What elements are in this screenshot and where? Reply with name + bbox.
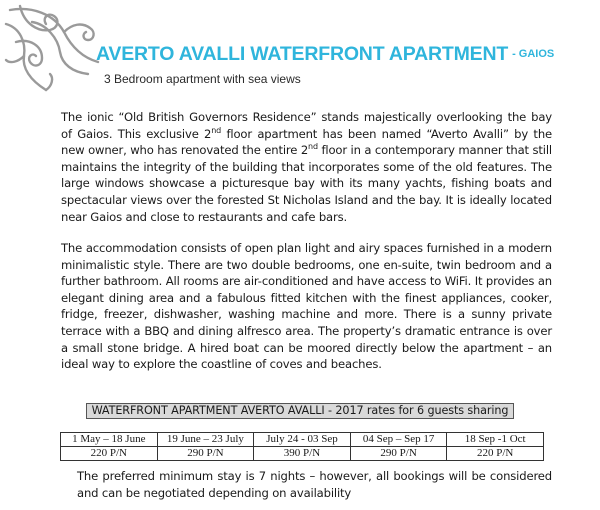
minimum-stay-note: The preferred minimum stay is 7 nights – however, all bookings will be considered and can be negotiated depending on availability — [77, 469, 552, 500]
period-cell: 04 Sep – Sep 17 — [350, 433, 447, 447]
description-paragraph-1 — [61, 109, 552, 225]
decorative-flourish-icon — [2, 2, 102, 94]
rates-table-caption: WATERFRONT APARTMENT AVERTO AVALLI - 2017 rates for 6 guests sharing — [86, 403, 514, 419]
ordinal-suffix: nd — [211, 125, 222, 135]
price-cell: 220 P/N — [61, 447, 158, 461]
price-cell: 290 P/N — [157, 447, 254, 461]
description-paragraph-2: The accommodation consists of open plan light and airy spaces furnished in a modern minimalistic style. There are two double bedrooms, one en-suite, twin bedroom and a further bathroom. All rooms are air-conditioned and have access to WiFi. It provides an elegant dining area and a fabulous fitted kitchen with the finest appliances, cooker, fridge, freezer, dishwasher, washing machine and more. There is a sunny private terrace with a BBQ and dining alfresco area. The property’s dramatic entrance is over a small stone bridge. A hired boat can be moored directly below the apartment – an ideal way to explore the coastline of coves and beaches. — [61, 241, 552, 372]
price-cell: 390 P/N — [254, 447, 351, 461]
apartment-name: AVERTO AVALLI WATERFRONT APARTMENT — [96, 43, 509, 65]
page-title — [96, 43, 554, 66]
ordinal-suffix: nd — [308, 142, 318, 152]
rates-table — [60, 432, 544, 461]
table-row-prices — [61, 447, 544, 461]
price-cell: 290 P/N — [350, 447, 447, 461]
period-cell: 19 June – 23 July — [157, 433, 254, 447]
paragraph-text: The ionic “Old British Governors Residence” stands majestically overlooking the bay of Gaios. This exclusive 2 — [61, 110, 552, 141]
paragraph-text: floor apartment has been named “Averto Avalli” by the new owner, who has renovated the entire 2 — [61, 126, 552, 158]
period-cell: 1 May – 18 June — [61, 433, 158, 447]
table-row-periods — [61, 433, 544, 447]
paragraph-text: floor in a contemporary manner that still maintains the integrity of the building that incorporates some of the old features. The large windows showcase a picturesque bay with its many yachts, fishing boats and spectacular views over the forested St Nicholas Island and the bay. It is ideally located near Gaios and close to restaurants and cafe bars. — [61, 143, 552, 224]
price-cell: 220 P/N — [447, 447, 544, 461]
period-cell: July 24 - 03 Sep — [254, 433, 351, 447]
location-label: - GAIOS — [512, 48, 555, 60]
period-cell: 18 Sep -1 Oct — [447, 433, 544, 447]
page-subtitle: 3 Bedroom apartment with sea views — [104, 72, 301, 86]
